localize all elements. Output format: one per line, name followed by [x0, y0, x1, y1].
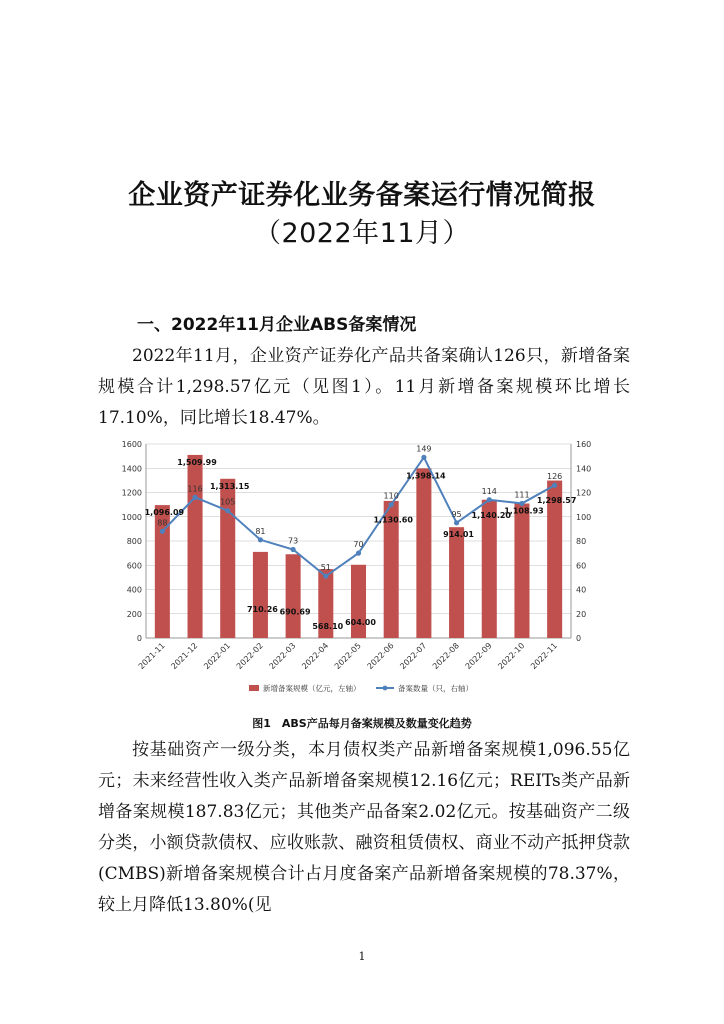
- y-right-tick-label: 0: [576, 634, 582, 643]
- line-point: [258, 537, 263, 542]
- x-tick-label: 2021-12: [169, 641, 200, 672]
- line-point: [192, 495, 197, 500]
- count-data-label: 149: [416, 444, 432, 454]
- bar-data-label: 1,509.99: [177, 457, 217, 467]
- x-tick-label: 2022-07: [398, 641, 429, 672]
- line-point: [421, 455, 426, 460]
- figure-caption: 图1 ABS产品每月备案规模及数量变化趋势: [252, 717, 472, 730]
- bar-data-label: 604.00: [345, 617, 376, 627]
- line-point: [389, 502, 394, 507]
- count-data-label: 51: [320, 563, 331, 573]
- count-data-label: 95: [451, 509, 462, 519]
- bar-data-label: 710.26: [246, 604, 278, 614]
- bar-data-label: 1,130.60: [373, 515, 413, 525]
- count-data-label: 114: [481, 486, 497, 496]
- x-tick-label: 2022-01: [202, 641, 233, 672]
- bar: [482, 500, 497, 638]
- bar-data-label: 1,398.14: [406, 471, 446, 481]
- bar: [188, 455, 203, 638]
- bar: [514, 504, 529, 638]
- y-left-tick-label: 1600: [121, 440, 142, 449]
- y-left-tick-label: 1200: [121, 488, 142, 498]
- bar-data-label: 914.01: [443, 530, 475, 540]
- paragraph-summary: 2022年11月，企业资产证券化产品共备案确认126只，新增备案规模合计1,298.57亿元（见图1）。11月新增备案规模环比增长17.10%，同比增长18.47%。: [98, 346, 630, 428]
- x-tick-label: 2022-08: [430, 641, 461, 672]
- count-data-label: 105: [220, 497, 236, 507]
- bar-data-label: 1,298.57: [536, 496, 577, 506]
- legend-bar-label: 新增备案规模（亿元，左轴）: [263, 684, 361, 693]
- x-tick-label: 2022-03: [267, 641, 298, 672]
- x-tick-label: 2022-04: [300, 641, 331, 672]
- bar-data-label: 1,140.20: [471, 510, 512, 520]
- x-tick-label: 2022-02: [234, 641, 265, 672]
- x-tick-label: 2022-05: [332, 641, 363, 672]
- x-tick-label: 2021-11: [136, 641, 167, 672]
- y-right-tick-label: 20: [576, 609, 587, 619]
- count-data-label: 126: [547, 472, 563, 482]
- line-point: [356, 551, 361, 556]
- y-right-tick-label: 40: [576, 585, 587, 595]
- legend-bar-swatch: [249, 685, 259, 691]
- y-right-tick-label: 160: [576, 440, 592, 449]
- count-data-label: 81: [255, 526, 266, 536]
- page-number: 1: [358, 950, 366, 963]
- line-point: [552, 483, 557, 488]
- legend-line-marker: [383, 686, 388, 691]
- line-point: [454, 520, 459, 525]
- abs-monthly-chart: [98, 432, 618, 702]
- y-left-tick-label: 800: [126, 537, 142, 546]
- y-left-tick-label: 0: [136, 634, 142, 643]
- paragraph-classification: 按基础资产一级分类，本月债权类产品新增备案规模1,096.55亿元；未来经营性收入类产品新增备案规模12.16亿元；REITs类产品新增备案规模187.83亿元；其他类产品备案2.02亿元。按基础资产二级分类，小额贷款债权、应收账款、融资租赁债权、商业不动产抵押贷款(CMBS)新增备案规模合计占月度备案产品新增备案规模的78.37%，较上月降低13.80%(见: [98, 740, 630, 915]
- bar: [253, 552, 268, 638]
- y-left-tick-label: 200: [126, 609, 142, 619]
- page-subtitle: （2022年11月）: [253, 218, 471, 249]
- count-data-label: 116: [187, 484, 203, 494]
- bar-data-label: 690.69: [279, 607, 311, 617]
- y-right-tick-label: 100: [576, 512, 592, 522]
- bar-data-label: 568.10: [312, 622, 344, 632]
- x-tick-label: 2022-10: [496, 641, 527, 672]
- y-left-tick-label: 600: [126, 561, 142, 571]
- bar-data-label: 1,108.93: [504, 506, 544, 516]
- y-right-tick-label: 120: [576, 488, 592, 498]
- y-left-tick-label: 1000: [121, 512, 142, 522]
- count-data-label: 88: [157, 518, 168, 528]
- bar: [351, 565, 366, 638]
- count-data-label: 73: [288, 536, 299, 546]
- y-right-tick-label: 80: [576, 537, 587, 546]
- line-point: [519, 501, 524, 506]
- line-point: [487, 497, 492, 502]
- y-left-tick-label: 400: [126, 585, 142, 595]
- bar: [286, 554, 301, 638]
- bar: [449, 527, 464, 638]
- page-title: 企业资产证券化业务备案运行情况简报: [128, 180, 596, 211]
- y-right-tick-label: 60: [576, 561, 587, 571]
- y-right-tick-label: 140: [576, 464, 592, 474]
- line-point: [225, 508, 230, 513]
- y-left-tick-label: 1400: [121, 464, 142, 474]
- count-data-label: 110: [383, 491, 399, 501]
- section-heading: 一、2022年11月企业ABS备案情况: [137, 315, 417, 335]
- legend-line-label: 备案数量（只，右轴）: [398, 684, 473, 693]
- bar-data-label: 1,096.09: [144, 508, 185, 518]
- x-tick-label: 2022-09: [463, 641, 494, 672]
- bar-data-label: 1,313.15: [209, 481, 250, 491]
- x-tick-label: 2022-06: [365, 641, 396, 672]
- count-data-label: 70: [353, 540, 364, 550]
- x-tick-label: 2022-11: [529, 641, 560, 672]
- line-point: [291, 547, 296, 552]
- count-data-label: 111: [514, 490, 530, 500]
- bar: [416, 468, 431, 638]
- line-point: [160, 529, 165, 534]
- line-point: [323, 574, 328, 579]
